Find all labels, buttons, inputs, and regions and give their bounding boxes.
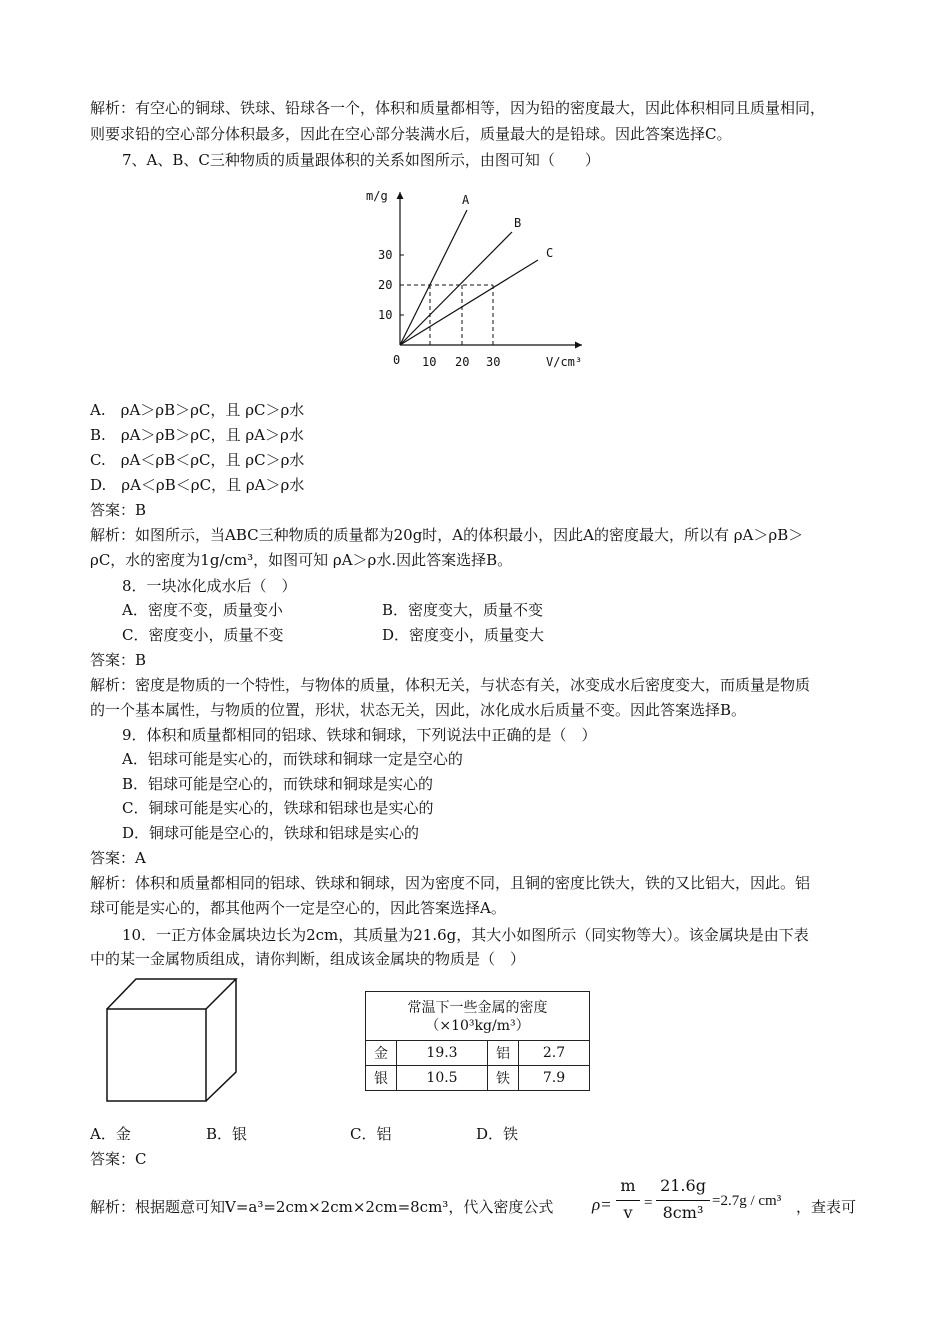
q10-option-d: D．铁 <box>476 1125 519 1143</box>
q10-option-b: B．银 <box>206 1125 248 1143</box>
table-title: 常温下一些金属的密度 <box>407 1000 548 1016</box>
q6-analysis-line1: 解析：有空心的铜球、铁球、铅球各一个，体积和质量都相等，因为铅的密度最大，因此体积相同且质量相同， <box>90 99 826 117</box>
q7-analysis-line2: ρC，水的密度为1g/cm³，如图可知 ρA＞ρ水.因此答案选择B。 <box>90 551 513 569</box>
q9-option-a: A．铝球可能是实心的，而铁球和铜球一定是空心的 <box>122 750 463 768</box>
q10-cube-figure <box>104 976 240 1104</box>
table-cell: 2.7 <box>519 1041 590 1066</box>
y-axis-label: m/g <box>366 189 388 203</box>
q8-analysis-line2: 的一个基本属性，与物质的位置，形状，状态无关，因此，冰化成水后质量不变。因此答案选择B。 <box>90 701 747 719</box>
q9-answer: 答案：A <box>90 849 146 867</box>
line-label-c: C <box>546 246 554 260</box>
x-tick-10: 10 <box>422 355 437 369</box>
q10-analysis-prefix: 解析：根据题意可知V=a³=2cm×2cm×2cm=8cm³，代入密度公式 <box>90 1198 554 1216</box>
q8-stem: 8．一块冰化成水后（ ） <box>122 577 297 595</box>
equals-sign: = <box>644 1195 653 1211</box>
origin-label: 0 <box>393 353 401 367</box>
table-cell: 7.9 <box>519 1066 590 1091</box>
q7-option-a: A. ρA＞ρB＞ρC，且 ρC＞ρ水 <box>90 401 305 419</box>
x-tick-30: 30 <box>486 355 501 369</box>
q10-stem-line1: 10．一正方体金属块边长为2cm，其质量为21.6g，其大小如图所示（同实物等大）。该金属块是由下表 <box>122 926 809 944</box>
q7-stem: 7、A、B、C三种物质的质量跟体积的关系如图所示，由图可知（ ） <box>122 151 600 169</box>
q7-option-d: D. ρA＜ρB＜ρC，且 ρA＞ρ水 <box>90 476 305 494</box>
q10-option-c: C．铝 <box>350 1125 392 1143</box>
q9-option-b: B．铝球可能是空心的，而铁球和铜球是实心的 <box>122 775 434 793</box>
q7-analysis-line1: 解析：如图所示，当ABC三种物质的质量都为20g时，A的体积最小，因此A的密度最大，所以有 ρA＞ρB＞ <box>90 526 804 544</box>
q7-answer: 答案：B <box>90 501 147 519</box>
frac2-denominator: 8cm³ <box>662 1203 704 1222</box>
q8-analysis-line1: 解析：密度是物质的一个特性，与物体的质量，体积无关，与状态有关，冰变成水后密度变大，而质量是物质 <box>90 676 811 694</box>
table-cell: 银 <box>366 1066 397 1091</box>
q8-option-d: D．密度变小，质量变大 <box>382 626 545 644</box>
frac1-numerator: m <box>620 1176 636 1195</box>
y-tick-20: 20 <box>378 278 393 292</box>
q7-mass-volume-graph <box>360 180 600 380</box>
q10-density-table <box>365 991 590 1091</box>
line-b <box>400 232 512 345</box>
x-axis-label: V/cm³ <box>546 355 583 369</box>
q10-option-a: A．金 <box>90 1125 131 1143</box>
q9-option-d: D．铜球可能是空心的，铁球和铝球是实心的 <box>122 824 420 842</box>
q8-answer: 答案：B <box>90 651 147 669</box>
y-tick-30: 30 <box>378 248 393 262</box>
q9-analysis-line2: 球可能是实心的，都其他两个一定是空心的，因此答案选择A。 <box>90 899 506 917</box>
formula-result: =2.7g / cm³ <box>712 1193 782 1209</box>
table-cell: 金 <box>366 1041 397 1066</box>
y-tick-10: 10 <box>378 308 393 322</box>
q8-option-b: B．密度变大，质量不变 <box>382 601 544 619</box>
frac1-denominator: v <box>623 1203 633 1222</box>
q9-analysis-line1: 解析：体积和质量都相同的铝球、铁球和铜球，因为密度不同，且铜的密度比铁大，铁的又比铝大，因此。铝 <box>90 874 811 892</box>
line-label-a: A <box>462 193 470 207</box>
table-cell: 铝 <box>488 1041 519 1066</box>
line-label-b: B <box>514 216 522 230</box>
q8-option-a: A．密度不变，质量变小 <box>122 601 283 619</box>
table-unit: （×10³kg/m³） <box>425 1018 530 1034</box>
frac2-numerator: 21.6g <box>660 1176 706 1195</box>
q7-option-c: C. ρA＜ρB＜ρC，且 ρC＞ρ水 <box>90 451 305 469</box>
table-cell: 19.3 <box>397 1041 488 1066</box>
q10-stem-line2: 中的某一金属物质组成，请你判断，组成该金属块的物质是（ ） <box>90 950 526 968</box>
table-cell: 10.5 <box>397 1066 488 1091</box>
q6-analysis-line2: 则要求铅的空心部分体积最多，因此在空心部分装满水后，质量最大的是铅球。因此答案选择C。 <box>90 125 732 143</box>
q8-option-c: C．密度变小，质量不变 <box>122 626 284 644</box>
q7-option-b: B. ρA＞ρB＞ρC，且 ρA＞ρ水 <box>90 426 304 444</box>
q9-option-c: C．铜球可能是实心的，铁球和铝球也是实心的 <box>122 799 434 817</box>
x-tick-20: 20 <box>455 355 470 369</box>
table-cell: 铁 <box>488 1066 519 1091</box>
q10-analysis-suffix: ，查表可 <box>796 1198 857 1216</box>
rho-symbol: ρ= <box>592 1195 612 1214</box>
q10-answer: 答案：C <box>90 1150 147 1168</box>
q9-stem: 9．体积和质量都相同的铝球、铁球和铜球，下列说法中正确的是（ ） <box>122 726 597 744</box>
